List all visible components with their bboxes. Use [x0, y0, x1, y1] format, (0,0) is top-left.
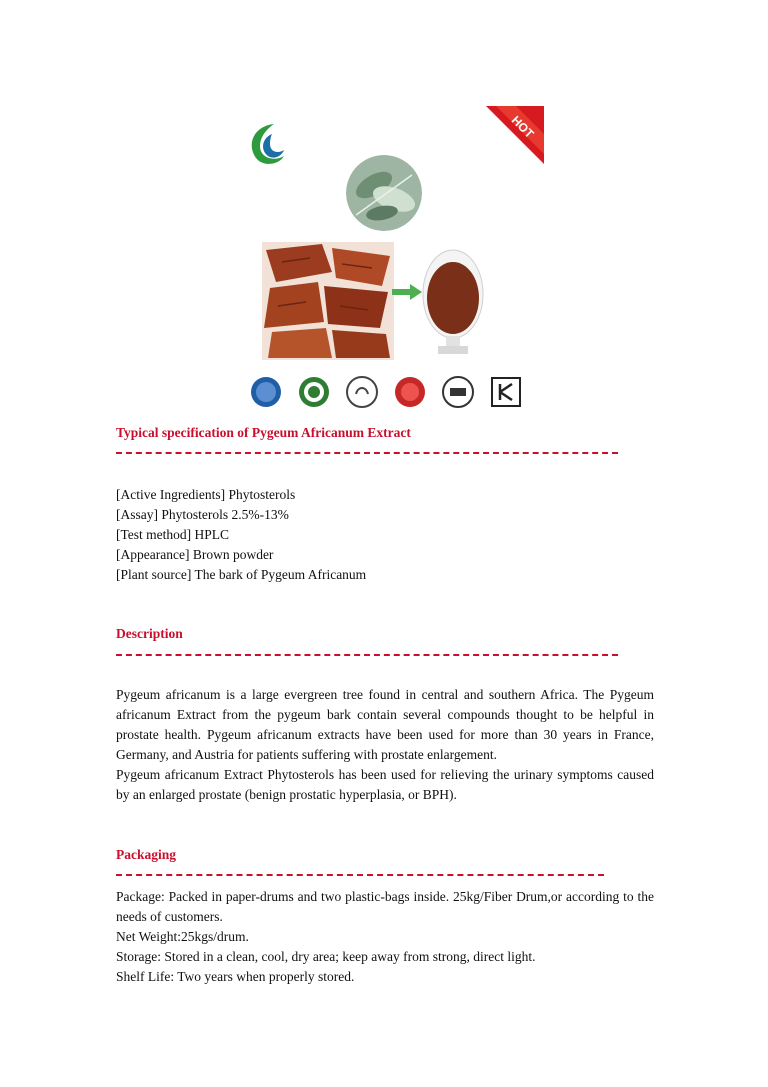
spec-divider [116, 452, 618, 454]
halal-logo [346, 376, 378, 408]
packaging-shelf-life: Shelf Life: Two years when properly stored. [116, 969, 355, 984]
spec-plant-source: [Plant source] The bark of Pygeum Africanum [116, 567, 367, 582]
description-paragraph: Pygeum africanum is a large evergreen tree found in central and southern Africa. The Pygeum africanum Extract from the pygeum bark contain several compounds thought to be helpful in prostate health. Pygeum africanum extracts have been used for more than 30 years in France, Germany, and Austria for patients suffering with prostate enlargement. [116, 687, 654, 762]
spec-active-ingredients: [Active Ingredients] Phytosterols [116, 487, 296, 502]
company-logo [244, 118, 286, 168]
description-divider [116, 654, 618, 656]
description-heading: Description [116, 626, 183, 641]
description-paragraph: Pygeum africanum Extract Phytosterols has been used for relieving the urinary symptoms caused by an enlarged prostate (benign prostatic hyperplasia, or BPH). [116, 767, 654, 802]
spec-heading: Typical specification of Pygeum Africanum Extract [116, 425, 411, 440]
certification-logos [250, 376, 520, 410]
powder-dish-image [418, 242, 488, 360]
spec-assay: [Assay] Phytosterols 2.5%-13% [116, 507, 289, 522]
gmp-logo [394, 376, 426, 408]
leaf-image [346, 155, 422, 231]
packaging-package: Package: Packed in paper-drums and two plastic-bags inside. 25kg/Fiber Drum,or according to the needs of customers. [116, 889, 654, 924]
packaging-heading: Packaging [116, 847, 177, 862]
packaging-divider [116, 874, 604, 876]
kosher-logo [490, 376, 522, 408]
spec-test-method: [Test method] HPLC [116, 527, 230, 542]
fda-logo [442, 376, 474, 408]
haccp-logo [298, 376, 330, 408]
spec-appearance: [Appearance] Brown powder [116, 547, 274, 562]
packaging-storage: Storage: Stored in a clean, cool, dry area; keep away from strong, direct light. [116, 949, 536, 964]
bark-image [262, 242, 394, 360]
hot-badge: HOT [486, 106, 544, 164]
packaging-net-weight: Net Weight:25kgs/drum. [116, 929, 249, 944]
iso-logo [250, 376, 282, 408]
